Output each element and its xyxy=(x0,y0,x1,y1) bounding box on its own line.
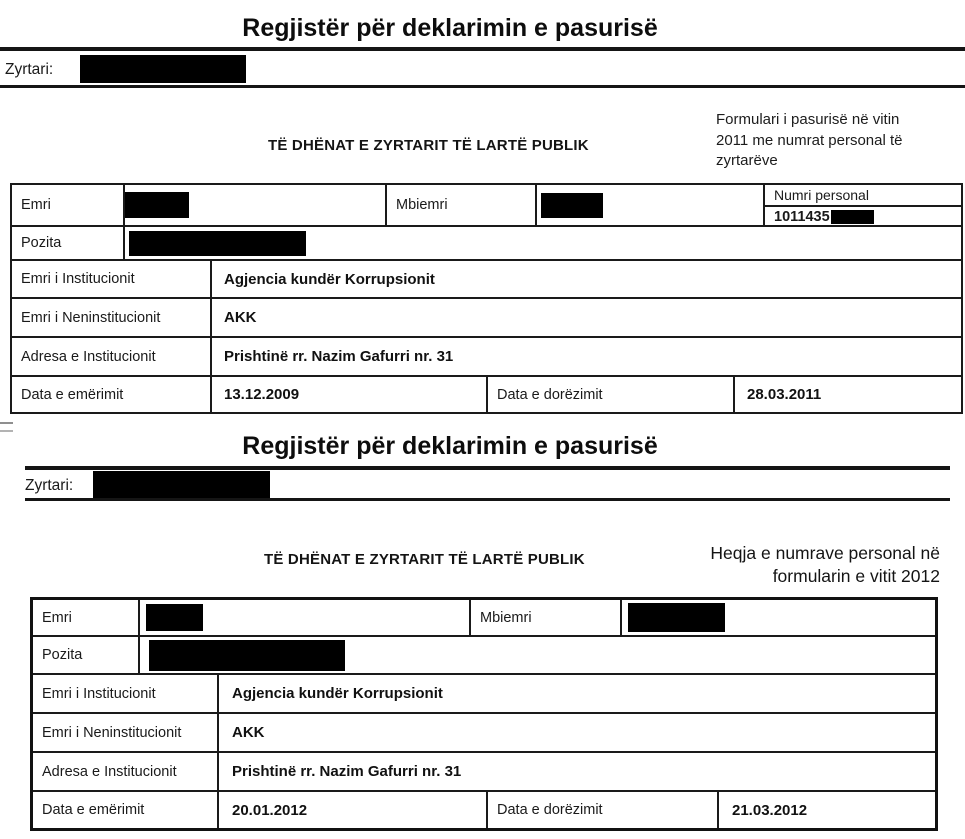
institution-label: Emri i Institucionit xyxy=(21,271,135,287)
address-value: Prishtinë rr. Nazim Gafurri nr. 31 xyxy=(210,338,961,375)
last-name-value-cell xyxy=(620,600,935,635)
table-row xyxy=(12,185,961,225)
table-row xyxy=(12,336,961,375)
margin-note-2012: Heqja e numrave personal në formularin e vitit 2012 xyxy=(710,543,940,587)
official-label-2012: Zyrtari: xyxy=(25,477,74,494)
table-row xyxy=(33,635,935,673)
last-name-label: Mbiemri xyxy=(469,600,620,635)
margin-note-2011: Formulari i pasurisë në vitin 2011 me numrat personal të zyrtarëve xyxy=(716,111,903,170)
personal-number-label: Numri personal xyxy=(765,185,961,207)
address-value: Prishtinë rr. Nazim Gafurri nr. 31 xyxy=(217,753,935,790)
appointment-date-value: 13.12.2009 xyxy=(210,377,486,412)
first-name-label: Emri xyxy=(42,609,72,626)
header-rule-top-2011 xyxy=(0,47,965,51)
table-row xyxy=(33,600,935,635)
section-heading-2012: TË DHËNAT E ZYRTARIT TË LARTË PUBLIK xyxy=(264,551,585,568)
redaction-box-position-2011 xyxy=(129,231,306,256)
table-row xyxy=(33,751,935,790)
address-label: Adresa e Institucionit xyxy=(21,348,156,365)
table-row xyxy=(12,297,961,336)
submission-date-value: 28.03.2011 xyxy=(733,377,961,412)
redaction-box-official-2011 xyxy=(80,55,246,83)
redaction-box-personal-number-2011 xyxy=(831,210,874,224)
redaction-box-position-2012 xyxy=(149,640,345,671)
personal-number-digits: 1011435 xyxy=(774,209,830,225)
position-label: Pozita xyxy=(21,235,62,251)
last-name-label: Mbiemri xyxy=(385,185,535,225)
redaction-box-last-name-2011 xyxy=(541,193,603,218)
data-table-2011 xyxy=(10,183,963,414)
table-row xyxy=(12,225,961,259)
first-name-label: Emri xyxy=(21,197,51,213)
table-row xyxy=(33,673,935,712)
first-name-value-cell xyxy=(138,600,469,635)
data-table-2012 xyxy=(30,597,938,831)
redaction-box-official-2012 xyxy=(93,471,270,499)
header-rule-top-2012 xyxy=(25,466,950,470)
redaction-box-first-name-2012 xyxy=(146,604,203,631)
appointment-date-label: Data e emërimit xyxy=(21,386,124,403)
header-rule-bottom-2011 xyxy=(0,85,965,88)
personal-number-value xyxy=(765,207,961,225)
scan-artifact xyxy=(0,422,13,432)
header-rule-bottom-2012 xyxy=(25,498,950,501)
sub-institution-value: AKK xyxy=(210,299,961,336)
first-name-value-cell xyxy=(123,185,385,225)
table-row xyxy=(12,375,961,412)
form-2012-title: Regjistër për deklarimin e pasurisë xyxy=(242,432,658,460)
table-row xyxy=(33,712,935,751)
position-value-cell xyxy=(123,227,961,259)
form-2011-title: Regjistër për deklarimin e pasurisë xyxy=(242,14,658,42)
institution-value: Agjencia kundër Korrupsionit xyxy=(217,675,935,712)
sub-institution-value: AKK xyxy=(217,714,935,751)
appointment-date-label: Data e emërimit xyxy=(42,802,145,818)
address-label: Adresa e Institucionit xyxy=(42,763,177,780)
submission-date-label: Data e dorëzimit xyxy=(486,792,717,828)
redaction-box-first-name-2011 xyxy=(125,192,189,218)
submission-date-label: Data e dorëzimit xyxy=(486,377,733,412)
table-row xyxy=(12,259,961,297)
appointment-date-value: 20.01.2012 xyxy=(217,792,486,828)
redaction-box-last-name-2012 xyxy=(628,603,725,632)
last-name-value-cell xyxy=(535,185,763,225)
institution-label: Emri i Institucionit xyxy=(42,685,156,702)
institution-value: Agjencia kundër Korrupsionit xyxy=(210,261,961,297)
sub-institution-label: Emri i Neninstitucionit xyxy=(21,309,161,326)
official-label-2011: Zyrtari: xyxy=(5,61,54,78)
position-value-cell xyxy=(138,637,935,673)
section-heading-2011: TË DHËNAT E ZYRTARIT TË LARTË PUBLIK xyxy=(268,137,589,154)
personal-number-cell xyxy=(763,185,961,225)
submission-date-value: 21.03.2012 xyxy=(717,792,935,828)
sub-institution-label: Emri i Neninstitucionit xyxy=(42,724,182,741)
table-row xyxy=(33,790,935,828)
position-label: Pozita xyxy=(42,647,83,663)
